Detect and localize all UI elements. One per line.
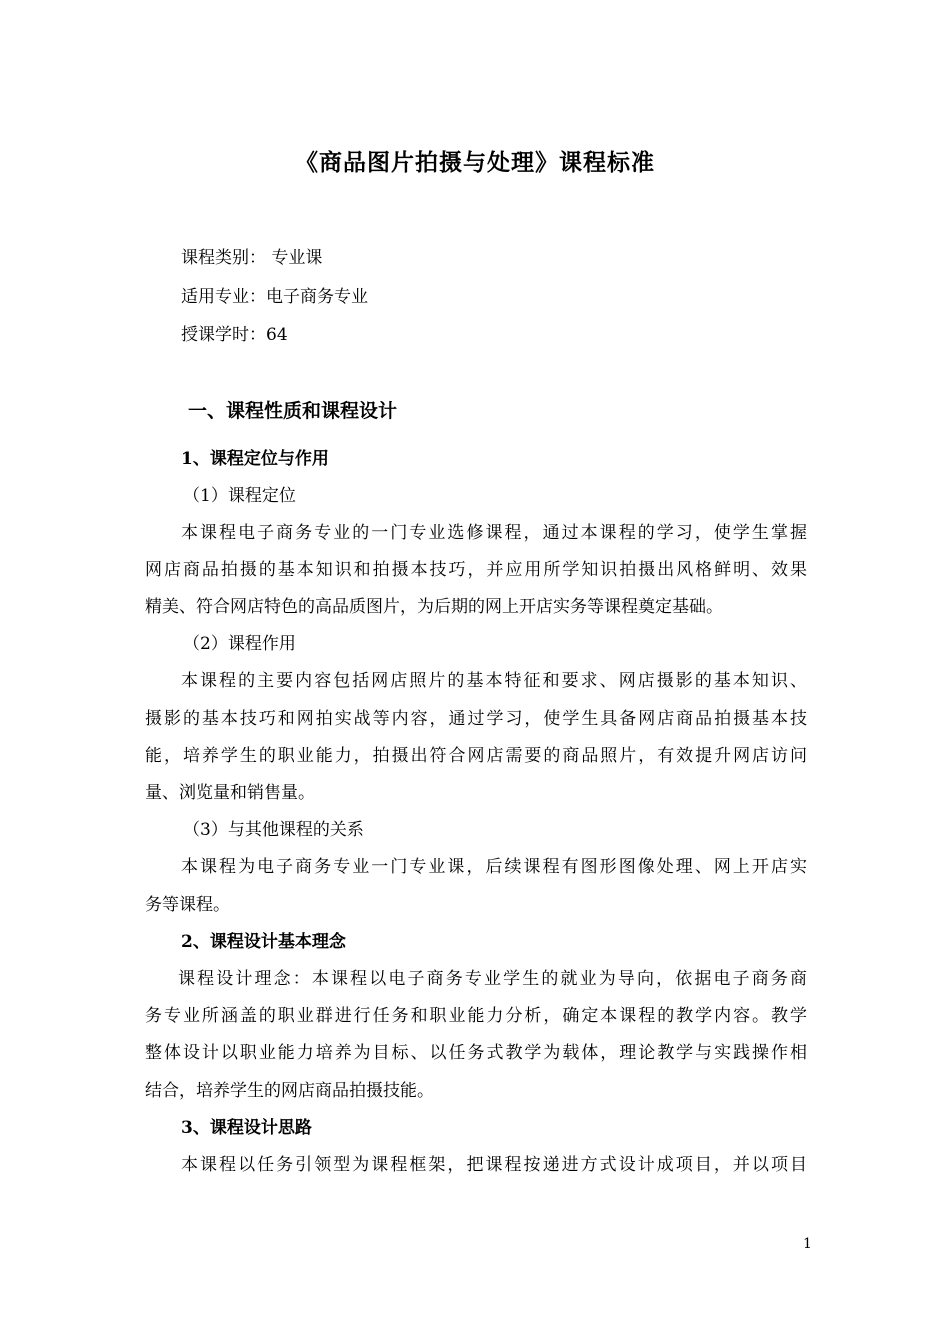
subsection-heading: 1、课程定位与作用 bbox=[181, 449, 329, 469]
paragraph-line: 本课程以任务引领型为课程框架，把课程按递进方式设计成项目，并以项目 bbox=[181, 1155, 807, 1175]
paragraph-line: 本课程为电子商务专业一门专业课，后续课程有图形图像处理、网上开店实 bbox=[181, 857, 807, 877]
applicable-major: 适用专业：电子商务专业 bbox=[181, 287, 368, 307]
course-category: 课程类别： 专业课 bbox=[181, 248, 323, 268]
paragraph-line: 量、浏览量和销售量。 bbox=[145, 783, 315, 803]
page-number: 1 bbox=[803, 1236, 812, 1252]
teaching-hours: 授课学时：64 bbox=[181, 325, 288, 345]
paragraph-line: 务等课程。 bbox=[145, 895, 230, 915]
paragraph-line: 整体设计以职业能力培养为目标、以任务式教学为载体，理论教学与实践操作相 bbox=[145, 1043, 807, 1063]
paragraph-line: 能，培养学生的职业能力，拍摄出符合网店需要的商品照片，有效提升网店访问 bbox=[145, 746, 807, 766]
item-heading: （2）课程作用 bbox=[183, 634, 296, 654]
paragraph-line: 课程设计理念：本课程以电子商务专业学生的就业为导向，依据电子商务商 bbox=[178, 969, 807, 989]
item-heading: （1）课程定位 bbox=[183, 486, 296, 506]
paragraph-line: 摄影的基本技巧和网拍实战等内容，通过学习，使学生具备网店商品拍摄基本技 bbox=[145, 709, 807, 729]
paragraph-line: 精美、符合网店特色的高品质图片，为后期的网上开店实务等课程奠定基础。 bbox=[145, 597, 723, 617]
paragraph-line: 务专业所涵盖的职业群进行任务和职业能力分析，确定本课程的教学内容。教学 bbox=[145, 1006, 807, 1026]
paragraph-line: 结合，培养学生的网店商品拍摄技能。 bbox=[145, 1081, 434, 1101]
paragraph-line: 本课程的主要内容包括网店照片的基本特征和要求、网店摄影的基本知识、 bbox=[181, 671, 807, 691]
page-title: 《商品图片拍摄与处理》课程标准 bbox=[295, 149, 655, 176]
section-heading: 一、课程性质和课程设计 bbox=[188, 400, 398, 422]
paragraph-line: 本课程电子商务专业的一门专业选修课程，通过本课程的学习，使学生掌握 bbox=[181, 523, 807, 543]
item-heading: （3）与其他课程的关系 bbox=[183, 820, 364, 840]
subsection-heading: 3、课程设计思路 bbox=[181, 1118, 312, 1138]
paragraph-line: 网店商品拍摄的基本知识和拍摄本技巧，并应用所学知识拍摄出风格鲜明、效果 bbox=[145, 560, 807, 580]
subsection-heading: 2、课程设计基本理念 bbox=[181, 932, 346, 952]
